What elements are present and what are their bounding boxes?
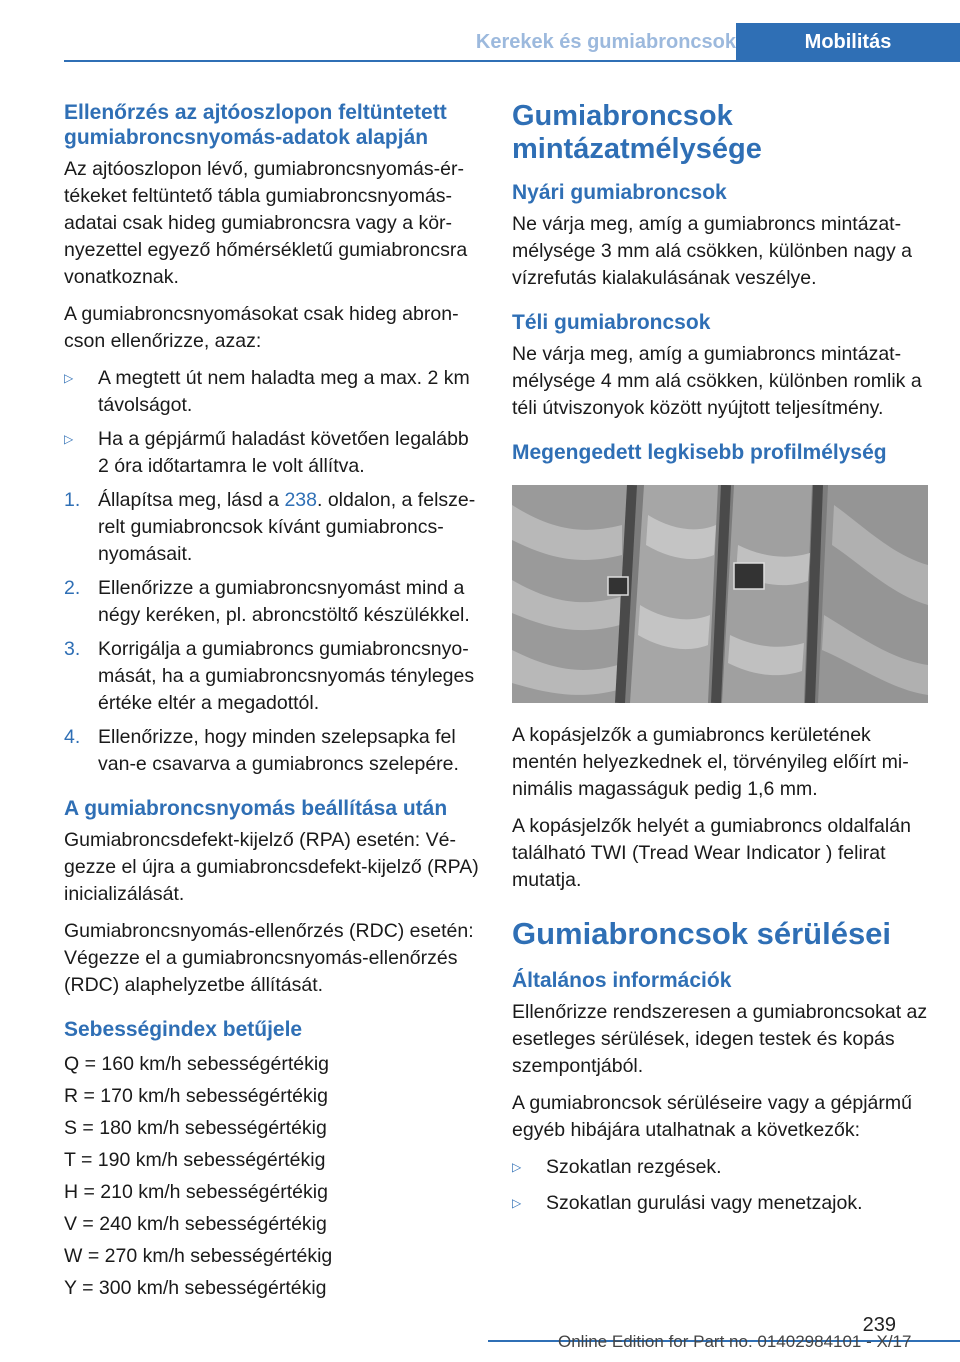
speed-index-line: T = 190 km/h sebességértékig (64, 1149, 326, 1171)
paragraph: Ne várja meg, amíg a gumiabroncs mintázatmélysége 4 mm alá csökken, különben romlik a téli útviszonyok között nyújtott teljesítmény. (512, 343, 922, 419)
triangle-bullet-icon: ▷ (512, 1196, 522, 1210)
right-column (512, 100, 928, 1229)
step-item (64, 724, 479, 778)
list-item-text: Szokatlan gurulási vagy menetzajok. (546, 1192, 863, 1214)
triangle-bullet-icon: ▷ (64, 371, 74, 385)
step-text-part: . oldalon, a felszerelt gumiabroncsok kívánt gumiabroncsnyomásait. (98, 489, 476, 565)
speed-index-line: Y = 300 km/h sebességértékig (64, 1277, 327, 1299)
step-text: Ellenőrizze, hogy minden szelepsapka fel van-e csavarva a gumiabroncs szelepére. (98, 726, 459, 775)
speed-index-line: Q = 160 km/h sebességértékig (64, 1053, 330, 1075)
tread-wear-indicator-illustration (512, 485, 928, 703)
condition-list (64, 365, 479, 778)
step-item (64, 487, 479, 568)
paragraph: A gumiabroncsnyomásokat csak hideg abroncson ellenőrizze, azaz: (64, 303, 459, 352)
list-item-text: Szokatlan rezgések. (546, 1156, 722, 1178)
list-item-text: Ha a gépjármű haladást követően legalább 2 óra időtartamra le volt állítva. (98, 428, 469, 477)
paragraph: Gumiabroncsdefekt-kijelző (RPA) esetén: Végezze el újra a gumiabroncsdefekt-kijelző (RPA) inicializálását. (64, 829, 479, 905)
page-header (0, 0, 960, 62)
edition-note: Online Edition for Part no. 01402984101 - X/17 (558, 1332, 912, 1351)
list-item (64, 426, 479, 480)
header-rule (64, 60, 960, 62)
paragraph: Ne várja meg, amíg a gumiabroncs mintázatmélysége 3 mm alá csökken, különben nagy a vízrefutás kialakulásának veszélye. (512, 213, 912, 289)
page-number: 239 (862, 1314, 896, 1336)
step-number: 2. (64, 577, 81, 599)
left-column (64, 100, 479, 1304)
paragraph: Az ajtóoszlopon lévő, gumiabroncsnyomás-értékeket feltüntető tábla gumiabroncsnyomás-adatai csak hideg gumiabroncsra vagy a környezettel egyező hőmérsékletű gumiabroncsra vonatkoznak. (64, 158, 468, 288)
list-item (512, 1154, 928, 1183)
paragraph: Gumiabroncsnyomás-ellenőrzés (RDC) esetén: Végezze el a gumiabroncsnyomás-ellenőrzés (RDC) alaphelyzetbe állítását. (64, 920, 474, 996)
header-section-title: Kerekek és gumiabroncsok (475, 31, 736, 53)
paragraph: Ellenőrizze rendszeresen a gumiabroncsokat az esetleges sérülések, idegen testek és kopás szempontjából. (512, 1001, 928, 1077)
step-text (98, 487, 479, 568)
list-item (64, 365, 479, 419)
heading-summer-tyres: Nyári gumiabroncsok (512, 181, 727, 204)
triangle-bullet-icon: ▷ (512, 1160, 522, 1174)
speed-index-list (64, 1048, 479, 1304)
step-text-part: Állapítsa meg, lásd a (98, 489, 285, 511)
paragraph: A kopásjelzők helyét a gumiabroncs oldalfalán található TWI (Tread Wear Indicator ) felirat mutatja. (512, 815, 911, 891)
step-number: 3. (64, 638, 81, 660)
list-item-text: A megtett út nem haladta meg a max. 2 km távolságot. (98, 367, 470, 416)
list-item (512, 1190, 928, 1219)
step-text: Korrigálja a gumiabroncs gumiabroncsnyomását, ha a gumiabroncsnyomás tényleges értéke eltér a megadottól. (98, 638, 475, 714)
header-chapter-tab: Mobilitás (736, 23, 960, 62)
speed-index-line: H = 210 km/h sebességértékig (64, 1181, 328, 1203)
speed-index-line: V = 240 km/h sebességértékig (64, 1213, 327, 1235)
heading-after-adjustment: A gumiabroncsnyomás beállítása után (64, 797, 448, 820)
speed-index-line: S = 180 km/h sebességértékig (64, 1117, 327, 1139)
heading-min-tread-depth: Megengedett legkisebb profilmélység (512, 441, 887, 464)
step-item (64, 636, 479, 717)
speed-index-line: R = 170 km/h sebességértékig (64, 1085, 328, 1107)
symptom-list (512, 1154, 928, 1219)
heading-winter-tyres: Téli gumiabroncsok (512, 311, 711, 334)
page-reference-link[interactable]: 238 (284, 489, 317, 511)
heading-general-info: Általános információk (512, 969, 732, 992)
step-number: 1. (64, 489, 81, 511)
heading-check-door-pillar: Ellenőrzés az ajtóoszlopon feltüntetett gumiabroncsnyomás-adatok alapján (64, 101, 447, 149)
heading-tread-depth: Gumiabroncsok mintázatmélysége (512, 100, 762, 165)
speed-index-line: W = 270 km/h sebességértékig (64, 1245, 333, 1267)
heading-speed-index: Sebességindex betűjele (64, 1018, 303, 1041)
triangle-bullet-icon: ▷ (64, 432, 74, 446)
step-text: Ellenőrizze a gumiabroncsnyomást mind a négy keréken, pl. abroncstöltő készülékkel. (98, 577, 470, 626)
heading-tyre-damage: Gumiabroncsok sérülései (512, 916, 892, 951)
paragraph: A gumiabroncsok sérüléseire vagy a gépjármű egyéb hibájára utalhatnak a következők: (512, 1092, 912, 1141)
step-item (64, 575, 479, 629)
step-number: 4. (64, 726, 81, 748)
paragraph: A kopásjelzők a gumiabroncs kerületének mentén helyezkednek el, törvényileg előírt minimális magasságuk pedig 1,6 mm. (512, 724, 909, 800)
